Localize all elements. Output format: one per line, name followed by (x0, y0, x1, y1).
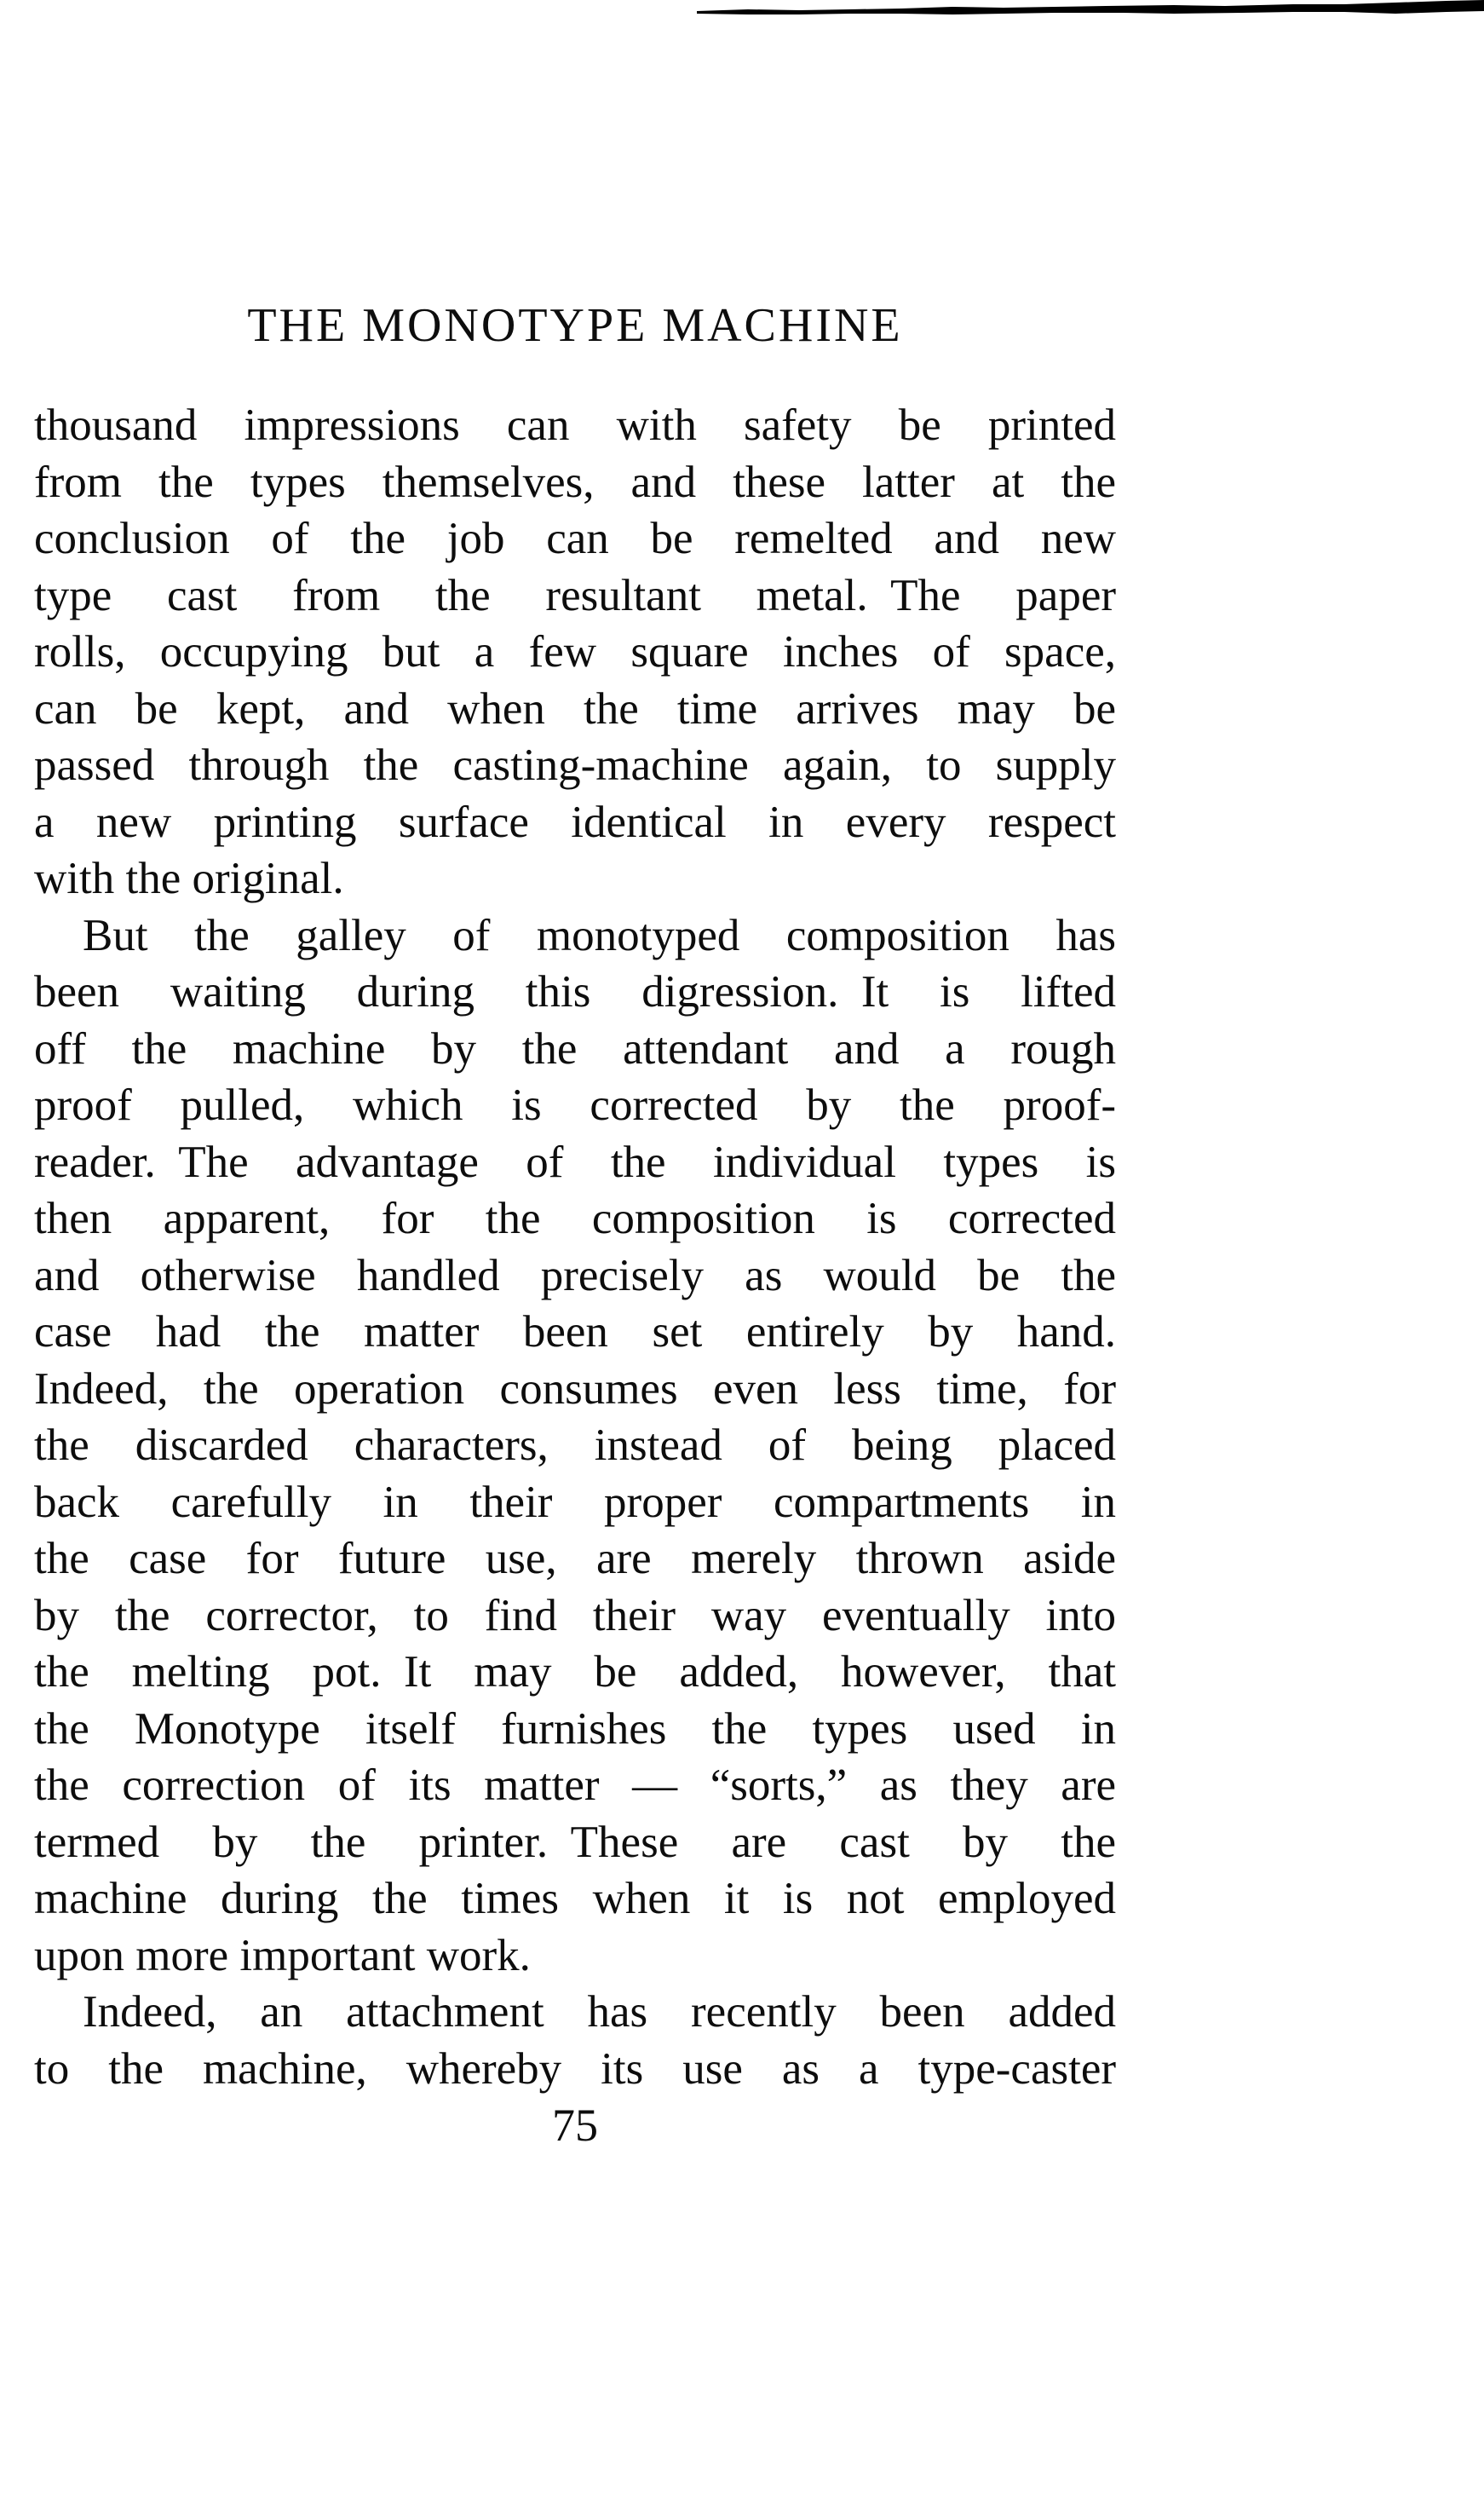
text-line: with the original. (34, 854, 344, 903)
text-line: the discarded characters, instead of being placed (34, 1420, 1116, 1470)
text-line: thousand impressions can with safety be printed (34, 401, 1116, 450)
text-line: back carefully in their proper compartments in (34, 1477, 1116, 1527)
page-title: THE MONOTYPE MACHINE (247, 299, 903, 352)
text-line: termed by the printer. These are cast by the (34, 1817, 1116, 1867)
text-line: the melting pot. It may be added, however, that (34, 1647, 1116, 1697)
text-line: then apparent, for the composition is corrected (34, 1194, 1116, 1243)
text-line: the case for future use, are merely thrown aside (34, 1534, 1116, 1583)
text-line: from the types themselves, and these latter at the (34, 457, 1116, 507)
text-line: been waiting during this digression. It is lifted (34, 967, 1116, 1017)
page-number: 75 (552, 2100, 598, 2151)
text-line: case had the matter been set entirely by hand. (34, 1307, 1116, 1357)
text-line: Indeed, the operation consumes even less time, for (34, 1363, 1116, 1414)
text-line: the correction of its matter — “sorts,” as they are (34, 1760, 1116, 1810)
text-line: and otherwise handled precisely as would be the (34, 1250, 1116, 1300)
text-line: reader. The advantage of the individual types is (34, 1137, 1116, 1187)
scan-edge-artifact (697, 0, 1484, 26)
text-line: by the corrector, to find their way eventually into (34, 1590, 1116, 1640)
text-line: type cast from the resultant metal. The paper (34, 570, 1116, 620)
text-line: But the galley of monotyped composition has (83, 910, 1116, 960)
text-line: can be kept, and when the time arrives may be (34, 683, 1116, 734)
text-line: conclusion of the job can be remelted and new (34, 514, 1116, 563)
text-line: proof pulled, which is corrected by the proof- (34, 1081, 1116, 1130)
text-line: Indeed, an attachment has recently been added (83, 1987, 1116, 2037)
text-line: rolls, occupying but a few square inches of space, (34, 627, 1116, 677)
text-line: passed through the casting-machine again, to supply (34, 741, 1116, 790)
text-line: off the machine by the attendant and a rough (34, 1023, 1116, 1074)
body-text (34, 397, 1116, 2097)
text-line: the Monotype itself furnishes the types used in (34, 1703, 1116, 1754)
text-line: to the machine, whereby its use as a type-caster (34, 2043, 1116, 2094)
text-line: machine during the times when it is not employed (34, 1874, 1116, 1923)
text-line: upon more important work. (34, 1930, 531, 1980)
text-line: a new printing surface identical in every respect (34, 797, 1116, 847)
